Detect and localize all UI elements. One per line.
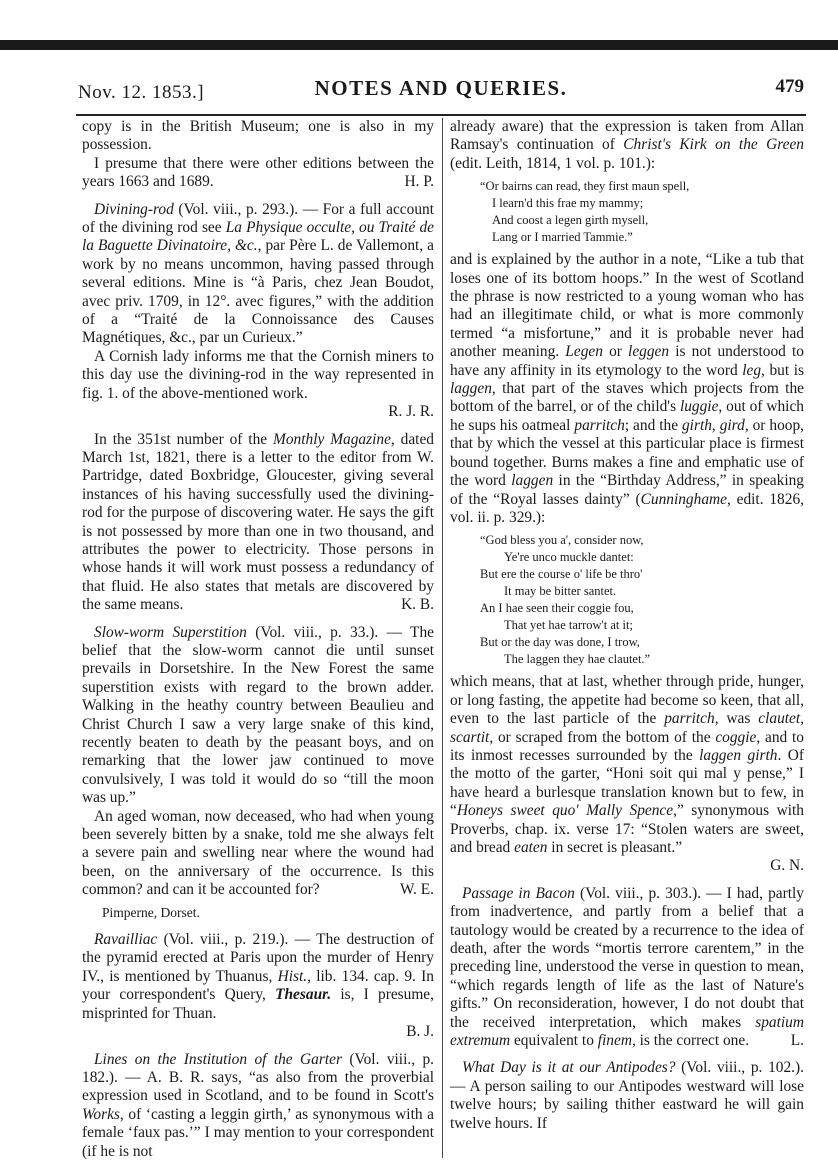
signature-we: W. E. [399,881,434,899]
poem-line: “Or bairns can read, they first maun spell, [480,179,690,194]
italic-word: laggen [450,380,492,398]
signature-hp: H. P. [404,173,434,191]
poem-line: The laggen they hae clautet.” [504,652,651,667]
poem-line: But ere the course o' life be thro' [480,567,643,582]
column-divider [442,118,443,1158]
text-run: is not understood to have any affinity in its etymology to the word [450,343,804,379]
poem-line: That yet hae tarrow't at it; [504,618,633,633]
header-date: Nov. 12. 1853.] [78,82,205,103]
text-run: , or scraped from the bottom of the [489,728,716,746]
page-number: 479 [775,76,804,97]
italic-word: coggie [715,728,757,746]
text-run: in the “Birthday Address,” in speaking of the “Royal lasses dainty” ( [450,472,804,508]
garter-works: Works [82,1105,120,1123]
italic-word: finem [597,1032,632,1050]
poem-line: Lang or I married Tammie.” [492,230,633,245]
monthly-magazine-article [82,431,434,615]
divining-rod-book: La Physique occulte, ou Traité de la Baguette Divinatoire, &c. [82,219,434,255]
cornish-paragraph: A Cornish lady informs me that the Cornish miners to this day use the divining-rod in the way represented in fig. 1. of the above-mentioned work. [82,347,434,402]
poem-line: It may be bitter santet. [504,584,617,599]
poem-line: I learn'd this frae my mammy; [492,196,644,211]
divining-rod-body: , par Père L. de Vallemont, a work by no means uncommon, having passed through several editions. Mine is “à Paris, chez Jean Boudot, avec priv. 1709, in 12°. avec figures,” with the addition of a “Traité de la Connoissance des Causes Magnétiques, &c., par un Curieux.” [82,237,434,347]
text-run: , and to its inmost recesses surrounded by the [450,728,804,764]
italic-word: Legen [565,343,603,361]
text-run: , was [714,710,759,728]
italic-word: Cunninghame [640,490,727,508]
ravailliac-title: Ravailliac [94,931,158,949]
italic-word: spatium extremum [450,1013,804,1050]
italic-word: luggie [679,398,719,416]
poem-line: Ye're unco muckle dantet: [504,550,634,565]
text-run: , or hoop, that by which the vessel at this particular place is firmest bound together. Burns makes a fine and emphatic use of the word [450,416,805,490]
garter-body2: , of ‘casting a leggin girth,’ as synonymous with a female ‘faux pas.’” I may mention to your correspondent (if he is not [82,1105,434,1160]
divining-rod-title: Divining-rod [94,200,174,218]
italic-word: parritch [574,416,625,434]
ravailliac-body2: , lib. 134. cap. 9. In your correspondent's Query, [82,967,434,1004]
text-run: ; and the [624,416,682,434]
text-run: ,” synonymous with Proverbs, chap. ix. verse 17: “Stolen waters are sweet, and bread [450,802,804,856]
text-run: and is explained by the author in a note, “Like a tub that loses one of its bottom hoops.” In the west of Scotland the phrase is now restricted to a young woman who has had an illegitimate child, or what is more commonly termed “a misfortune,” and it is probable never had another meaning. [450,251,804,361]
bacon-title: Passage in Bacon [462,884,575,902]
signature-l: L. [790,1032,804,1050]
monthly-pre: In the 351st number of the [94,430,274,448]
poem-line: “God bless you a', consider now, [480,533,644,548]
text-run: , edit. 1826, vol. ii. p. 329.): [450,490,804,526]
text-run: equivalent to [510,1032,598,1050]
poem-line: And coost a legen girth mysell, [492,213,649,228]
bacon-article [450,885,804,1051]
header-title: NOTES AND QUERIES. [314,76,568,100]
monthly-body: , dated March 1st, 1821, there is a letter to the editor from W. Partridge, dated Boxbridge, Gloucester, giving several instances of his having successfully used the divining-rod for the purpose of discovering water. He says the gift is not possessed by more than one in two thousand, and attributes the power to electricity. Those persons in whose hands it will work must possess a redundancy of that fluid. He also states that metals are discovered by the same means. [82,430,434,614]
italic-word: Honeys sweet quo' Mally Spence [456,802,674,820]
signature-kb: K. B. [401,596,434,614]
poem-line: But or the day was done, I trow, [480,635,640,650]
text-run: . Of the motto of the garter, “Honi soit qui mal y pense,” I have heard a burlesque translation known but to few, in “ [450,746,804,820]
text-run: (Vol. viii., p. 303.). — I had, partly from inadvertence, and partly from a belief that a tautology would be created by a recurrence to the idea of death, after the words “mortis terrore carentem,” in the preceding line, understood the verse in question to mean, “which regards length of life as the last of Nature's gifts.” On reconsideration, however, I do not doubt that the received interpretation, which makes [450,884,804,1031]
garter-body1: (Vol. viii., p. 182.). — A. B. R. says, “as also from the proverbial expression used in Scotland, and to be found in Scott's [82,1050,434,1105]
divining-rod-article [82,201,434,348]
italic-word: girth, gird [681,416,745,434]
text-run: which means, that at last, whether through pride, hunger, or long fasting, the appetite had become so keen, that all, even to the last particle of the [450,673,804,728]
text-run: , but is [761,361,804,379]
poem-line: An I hae seen their coggie fou, [480,601,634,616]
garter-title: Lines on the Institution of the Garter [94,1050,342,1068]
italic-word: laggen girth [699,746,778,764]
editions-text: I presume that there were other editions between the years 1663 and 1689. [82,154,434,191]
divining-rod-ref: (Vol. viii., p. 293.). — For a full account of the divining rod see [82,200,434,237]
christs-kirk-title: Christ's Kirk on the Green [623,136,804,154]
slow-worm-article [82,624,434,808]
aged-woman-text: An aged woman, now deceased, who had when young been severely bitten by a snake, told me she always felt a severe pain and swelling near where the wound had been, on the anniversary of the occurrence. Is this common? and can it be accounted for? [82,807,434,899]
ramsay-poem [450,178,804,246]
editions-paragraph [82,155,434,192]
header-rule [76,114,806,116]
signature-rjr: R. J. R. [388,403,434,421]
signature-bj: B. J. [406,1023,434,1041]
text-run: or [602,343,629,361]
text-run: , that part of the staves which projects from the bottom of the barrel, or of the child's [450,380,804,416]
antipodes-body: (Vol. viii., p. 102.). — A person sailing to our Antipodes westward will lose twelve hours; by sailing thither eastward he will gain twelve hours. If [450,1059,805,1132]
aged-woman-paragraph [82,808,434,900]
place-pimperne: Pimperne, Dorset. [102,904,200,920]
antipodes-article [450,1059,804,1133]
ramsay-paragraph [450,118,804,173]
running-header [78,76,804,106]
continued-paragraph: copy is in the British Museum; one is also in my possession. [82,118,434,154]
signature-gn: G. N. [770,857,804,875]
ramsay-text-a: already aware) that the expression is taken from Allan Ramsay's continuation of [450,118,804,154]
antipodes-title: What Day is it at our Antipodes? [462,1059,676,1077]
italic-word: parritch [664,710,715,728]
italic-word: leggen [628,343,670,361]
text-run: , out of which he sups his oatmeal [450,398,804,434]
ravailliac-body1: (Vol. viii., p. 219.). — The destruction of the pyramid erected at Paris upon the murder of Henry IV., is mentioned by Thuanus, [82,931,434,985]
italic-word: eaten [514,838,548,856]
parritch-paragraph [450,673,804,857]
ravailliac-word: Thesaur. [275,986,332,1004]
slow-worm-body: (Vol. viii., p. 33.). — The belief that the slow-worm cannot die until sunset prevails in Dorsetshire. In the New Forest the same superstition exists with regard to the brown adder. Walking in the heathy country between Beaulieu and Christ Church I saw a very large snake of this kind, recently beaten to death by the peasant boys, and on remarking that the lower jaw continued to move convulsively, I was told it would do so “till the moon was up.” [82,623,434,807]
garter-article [82,1051,434,1161]
right-column [450,118,804,1133]
ramsay-text-c: (edit. Leith, 1814, 1 vol. p. 101.): [450,154,656,172]
italic-word: leg [742,361,762,379]
slow-worm-title: Slow-worm Superstition [94,623,247,641]
burns-poem [450,532,804,668]
left-column [82,118,434,1161]
ravailliac-body3: is, I presume, misprinted for Thuan. [82,986,434,1022]
text-run: in secret is pleasant.” [547,838,683,856]
italic-word: laggen [511,472,554,490]
ravailliac-article [82,931,434,1023]
scan-top-band [0,40,838,50]
monthly-magazine-title: Monthly Magazine [273,430,391,448]
laggen-paragraph [450,251,804,527]
italic-word: clautet, scartit [450,710,804,746]
ravailliac-hist: Hist. [277,967,308,985]
text-run: , is the correct one. [631,1032,750,1050]
